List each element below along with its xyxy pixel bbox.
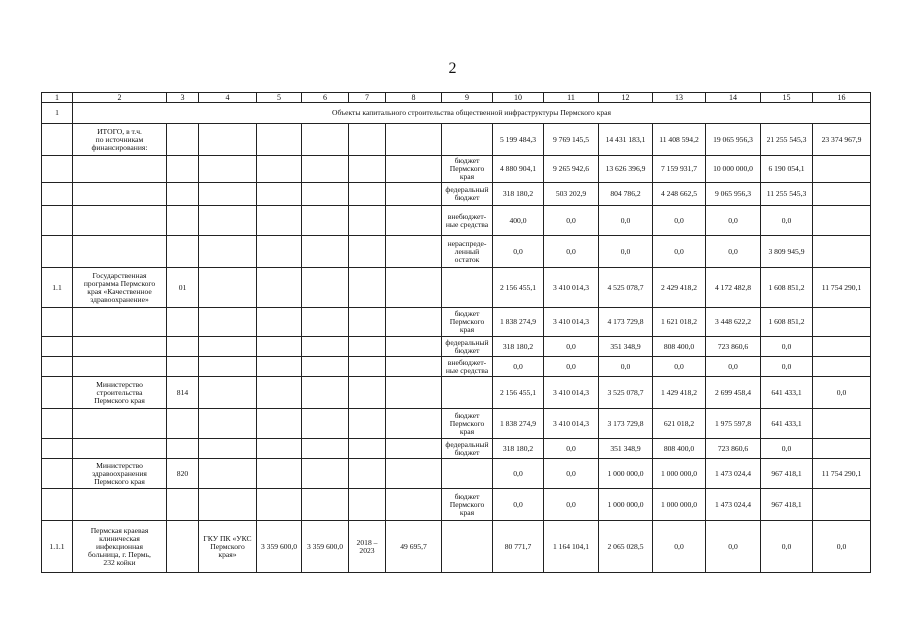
year-value-cell: 2 065 028,5	[599, 521, 653, 573]
item-name-cell	[73, 439, 167, 459]
item-name-cell: Министерство здравоохранения Пермского края	[73, 459, 167, 489]
year-value-cell: 21 255 545,3	[761, 124, 813, 156]
estimated-cost-cell	[257, 409, 302, 439]
estimated-cost-cell	[257, 268, 302, 308]
period-cell	[349, 206, 386, 236]
item-name-cell	[73, 337, 167, 357]
page-number: 2	[448, 60, 457, 77]
column-number-cell: 8	[386, 93, 442, 103]
year-value-cell: 80 771,7	[493, 521, 544, 573]
period-cell	[349, 156, 386, 183]
table-row	[42, 409, 871, 439]
remaining-cost-cell	[302, 124, 349, 156]
year-value-cell: 4 880 904,1	[493, 156, 544, 183]
funding-source-cell: внебюджет- ные средства	[442, 357, 493, 377]
year-value-cell: 0,0	[544, 489, 599, 521]
column-number-cell: 12	[599, 93, 653, 103]
capacity-cell	[386, 183, 442, 206]
column-number-cell: 3	[167, 93, 199, 103]
capacity-cell	[386, 439, 442, 459]
period-cell	[349, 124, 386, 156]
column-number-cell: 9	[442, 93, 493, 103]
year-value-cell: 1 975 597,8	[706, 409, 761, 439]
year-value-cell: 3 448 622,2	[706, 308, 761, 337]
year-value-cell: 318 180,2	[493, 439, 544, 459]
year-value-cell: 0,0	[493, 236, 544, 268]
customer-cell	[199, 268, 257, 308]
customer-cell	[199, 337, 257, 357]
table-row	[42, 183, 871, 206]
customer-cell	[199, 308, 257, 337]
year-value-cell: 0,0	[599, 206, 653, 236]
year-value-cell: 0,0	[599, 357, 653, 377]
period-cell	[349, 308, 386, 337]
row-number-cell	[42, 236, 73, 268]
year-value-cell: 23 374 967,9	[813, 124, 871, 156]
capacity-cell	[386, 268, 442, 308]
year-value-cell: 0,0	[653, 521, 706, 573]
code-cell	[167, 236, 199, 268]
code-cell	[167, 183, 199, 206]
funding-source-cell: федеральный бюджет	[442, 337, 493, 357]
year-value-cell: 0,0	[653, 236, 706, 268]
year-value-cell: 0,0	[544, 459, 599, 489]
year-value-cell: 1 000 000,0	[599, 459, 653, 489]
section-row	[42, 103, 871, 124]
year-value-cell: 11 754 290,1	[813, 268, 871, 308]
year-value-cell: 0,0	[706, 521, 761, 573]
row-number-cell	[42, 459, 73, 489]
column-number-cell: 15	[761, 93, 813, 103]
capacity-cell	[386, 124, 442, 156]
year-value-cell: 503 202,9	[544, 183, 599, 206]
year-value-cell: 0,0	[544, 236, 599, 268]
column-number-cell: 5	[257, 93, 302, 103]
item-name-cell	[73, 183, 167, 206]
section-number: 1	[42, 103, 73, 124]
year-value-cell	[813, 439, 871, 459]
customer-cell	[199, 459, 257, 489]
column-number-row	[42, 93, 871, 103]
funding-source-cell	[442, 459, 493, 489]
remaining-cost-cell	[302, 377, 349, 409]
customer-cell	[199, 206, 257, 236]
year-value-cell: 0,0	[544, 357, 599, 377]
funding-source-cell: федеральный бюджет	[442, 183, 493, 206]
funding-source-cell	[442, 124, 493, 156]
year-value-cell: 0,0	[706, 357, 761, 377]
column-number-cell: 16	[813, 93, 871, 103]
item-name-cell	[73, 409, 167, 439]
year-value-cell: 808 400,0	[653, 439, 706, 459]
year-value-cell	[813, 308, 871, 337]
capacity-cell	[386, 236, 442, 268]
table-row	[42, 308, 871, 337]
code-cell	[167, 337, 199, 357]
year-value-cell: 0,0	[761, 337, 813, 357]
table-row	[42, 268, 871, 308]
column-number-cell: 13	[653, 93, 706, 103]
customer-cell	[199, 409, 257, 439]
period-cell: 2018 – 2023	[349, 521, 386, 573]
year-value-cell: 4 172 482,8	[706, 268, 761, 308]
year-value-cell: 6 190 054,1	[761, 156, 813, 183]
year-value-cell: 1 164 104,1	[544, 521, 599, 573]
item-name-cell	[73, 357, 167, 377]
year-value-cell: 1 838 274,9	[493, 308, 544, 337]
remaining-cost-cell	[302, 357, 349, 377]
table-row	[42, 377, 871, 409]
year-value-cell: 1 429 418,2	[653, 377, 706, 409]
capacity-cell: 49 695,7	[386, 521, 442, 573]
item-name-cell: Пермская краевая клиническая инфекционная больница, г. Пермь, 232 койки	[73, 521, 167, 573]
code-cell: 820	[167, 459, 199, 489]
item-name-cell	[73, 489, 167, 521]
year-value-cell: 1 838 274,9	[493, 409, 544, 439]
table-row	[42, 357, 871, 377]
code-cell	[167, 357, 199, 377]
table-row	[42, 124, 871, 156]
column-number-cell: 7	[349, 93, 386, 103]
estimated-cost-cell	[257, 124, 302, 156]
code-cell: 01	[167, 268, 199, 308]
year-value-cell: 351 348,9	[599, 439, 653, 459]
row-number-cell: 1.1.1	[42, 521, 73, 573]
customer-cell	[199, 489, 257, 521]
estimated-cost-cell	[257, 489, 302, 521]
year-value-cell: 11 754 290,1	[813, 459, 871, 489]
year-value-cell: 0,0	[493, 489, 544, 521]
remaining-cost-cell	[302, 206, 349, 236]
year-value-cell: 0,0	[706, 206, 761, 236]
row-number-cell	[42, 156, 73, 183]
year-value-cell	[813, 409, 871, 439]
estimated-cost-cell	[257, 183, 302, 206]
funding-source-cell	[442, 377, 493, 409]
year-value-cell: 967 418,1	[761, 489, 813, 521]
year-value-cell: 2 156 455,1	[493, 377, 544, 409]
capacity-cell	[386, 489, 442, 521]
item-name-cell	[73, 308, 167, 337]
year-value-cell: 1 000 000,0	[653, 489, 706, 521]
year-value-cell: 4 525 078,7	[599, 268, 653, 308]
year-value-cell: 4 248 662,5	[653, 183, 706, 206]
item-name-cell	[73, 156, 167, 183]
year-value-cell: 0,0	[761, 357, 813, 377]
year-value-cell: 0,0	[706, 236, 761, 268]
year-value-cell: 11 255 545,3	[761, 183, 813, 206]
period-cell	[349, 357, 386, 377]
code-cell	[167, 206, 199, 236]
year-value-cell: 0,0	[761, 521, 813, 573]
table-row	[42, 236, 871, 268]
year-value-cell: 14 431 183,1	[599, 124, 653, 156]
year-value-cell: 318 180,2	[493, 337, 544, 357]
code-cell	[167, 439, 199, 459]
code-cell	[167, 308, 199, 337]
year-value-cell: 0,0	[493, 459, 544, 489]
estimated-cost-cell	[257, 206, 302, 236]
year-value-cell	[813, 183, 871, 206]
year-value-cell: 1 621 018,2	[653, 308, 706, 337]
row-number-cell	[42, 409, 73, 439]
period-cell	[349, 409, 386, 439]
code-cell	[167, 156, 199, 183]
period-cell	[349, 459, 386, 489]
column-number-cell: 4	[199, 93, 257, 103]
customer-cell	[199, 236, 257, 268]
customer-cell	[199, 124, 257, 156]
funding-source-cell: бюджет Пермского края	[442, 308, 493, 337]
row-number-cell	[42, 206, 73, 236]
year-value-cell: 3 809 945,9	[761, 236, 813, 268]
column-number-cell: 1	[42, 93, 73, 103]
year-value-cell: 11 408 594,2	[653, 124, 706, 156]
table-row	[42, 459, 871, 489]
code-cell	[167, 409, 199, 439]
period-cell	[349, 489, 386, 521]
period-cell	[349, 337, 386, 357]
code-cell: 814	[167, 377, 199, 409]
year-value-cell: 9 265 942,6	[544, 156, 599, 183]
remaining-cost-cell	[302, 236, 349, 268]
year-value-cell	[813, 357, 871, 377]
capacity-cell	[386, 459, 442, 489]
column-number-cell: 6	[302, 93, 349, 103]
row-number-cell	[42, 124, 73, 156]
table-row	[42, 337, 871, 357]
estimated-cost-cell	[257, 357, 302, 377]
finance-table	[41, 92, 871, 573]
year-value-cell: 723 860,6	[706, 439, 761, 459]
remaining-cost-cell	[302, 489, 349, 521]
row-number-cell	[42, 357, 73, 377]
year-value-cell: 351 348,9	[599, 337, 653, 357]
estimated-cost-cell	[257, 337, 302, 357]
year-value-cell: 2 156 455,1	[493, 268, 544, 308]
year-value-cell: 1 473 024,4	[706, 489, 761, 521]
year-value-cell: 3 525 078,7	[599, 377, 653, 409]
year-value-cell	[813, 206, 871, 236]
year-value-cell: 13 626 396,9	[599, 156, 653, 183]
estimated-cost-cell	[257, 377, 302, 409]
year-value-cell: 0,0	[544, 206, 599, 236]
column-number-cell: 10	[493, 93, 544, 103]
year-value-cell: 621 018,2	[653, 409, 706, 439]
year-value-cell: 10 000 000,0	[706, 156, 761, 183]
year-value-cell	[813, 337, 871, 357]
item-name-cell	[73, 236, 167, 268]
year-value-cell: 0,0	[653, 206, 706, 236]
year-value-cell: 3 410 014,3	[544, 377, 599, 409]
estimated-cost-cell: 3 359 600,0	[257, 521, 302, 573]
remaining-cost-cell	[302, 308, 349, 337]
funding-source-cell	[442, 521, 493, 573]
customer-cell	[199, 377, 257, 409]
year-value-cell: 0,0	[761, 206, 813, 236]
capacity-cell	[386, 156, 442, 183]
period-cell	[349, 236, 386, 268]
row-number-cell	[42, 337, 73, 357]
column-number-cell: 14	[706, 93, 761, 103]
year-value-cell: 2 429 418,2	[653, 268, 706, 308]
remaining-cost-cell	[302, 459, 349, 489]
period-cell	[349, 377, 386, 409]
customer-cell: ГКУ ПК «УКС Пермского края»	[199, 521, 257, 573]
funding-source-cell: бюджет Пермского края	[442, 489, 493, 521]
estimated-cost-cell	[257, 459, 302, 489]
customer-cell	[199, 183, 257, 206]
row-number-cell	[42, 377, 73, 409]
year-value-cell	[813, 489, 871, 521]
year-value-cell: 1 608 851,2	[761, 308, 813, 337]
year-value-cell: 1 608 851,2	[761, 268, 813, 308]
year-value-cell: 2 699 458,4	[706, 377, 761, 409]
year-value-cell: 804 786,2	[599, 183, 653, 206]
year-value-cell	[813, 236, 871, 268]
remaining-cost-cell: 3 359 600,0	[302, 521, 349, 573]
year-value-cell: 0,0	[653, 357, 706, 377]
year-value-cell: 1 473 024,4	[706, 459, 761, 489]
row-number-cell	[42, 489, 73, 521]
row-number-cell	[42, 308, 73, 337]
remaining-cost-cell	[302, 183, 349, 206]
customer-cell	[199, 357, 257, 377]
remaining-cost-cell	[302, 439, 349, 459]
capacity-cell	[386, 377, 442, 409]
funding-source-cell: федеральный бюджет	[442, 439, 493, 459]
year-value-cell: 0,0	[493, 357, 544, 377]
year-value-cell: 9 769 145,5	[544, 124, 599, 156]
year-value-cell: 0,0	[599, 236, 653, 268]
year-value-cell	[813, 156, 871, 183]
funding-source-cell: бюджет Пермского края	[442, 156, 493, 183]
year-value-cell: 19 065 956,3	[706, 124, 761, 156]
year-value-cell: 641 433,1	[761, 377, 813, 409]
table-row	[42, 156, 871, 183]
capacity-cell	[386, 357, 442, 377]
year-value-cell: 641 433,1	[761, 409, 813, 439]
section-title: Объекты капитального строительства общественной инфраструктуры Пермского края	[73, 103, 871, 124]
period-cell	[349, 439, 386, 459]
year-value-cell: 3 410 014,3	[544, 268, 599, 308]
capacity-cell	[386, 337, 442, 357]
year-value-cell: 1 000 000,0	[599, 489, 653, 521]
capacity-cell	[386, 206, 442, 236]
year-value-cell: 3 173 729,8	[599, 409, 653, 439]
column-number-cell: 11	[544, 93, 599, 103]
item-name-cell: Министерство строительства Пермского края	[73, 377, 167, 409]
funding-source-cell: нераспреде- ленный остаток	[442, 236, 493, 268]
year-value-cell: 967 418,1	[761, 459, 813, 489]
year-value-cell: 3 410 014,3	[544, 409, 599, 439]
capacity-cell	[386, 308, 442, 337]
row-number-cell	[42, 439, 73, 459]
year-value-cell: 0,0	[761, 439, 813, 459]
funding-source-cell: внебюджет- ные средства	[442, 206, 493, 236]
funding-source-cell	[442, 268, 493, 308]
year-value-cell: 400,0	[493, 206, 544, 236]
year-value-cell: 7 159 931,7	[653, 156, 706, 183]
remaining-cost-cell	[302, 409, 349, 439]
code-cell	[167, 489, 199, 521]
customer-cell	[199, 156, 257, 183]
year-value-cell: 0,0	[544, 337, 599, 357]
column-number-cell: 2	[73, 93, 167, 103]
table-row	[42, 206, 871, 236]
year-value-cell: 0,0	[544, 439, 599, 459]
estimated-cost-cell	[257, 439, 302, 459]
period-cell	[349, 183, 386, 206]
year-value-cell: 808 400,0	[653, 337, 706, 357]
row-number-cell	[42, 183, 73, 206]
code-cell	[167, 124, 199, 156]
remaining-cost-cell	[302, 337, 349, 357]
customer-cell	[199, 439, 257, 459]
year-value-cell: 5 199 484,3	[493, 124, 544, 156]
year-value-cell: 9 065 956,3	[706, 183, 761, 206]
funding-source-cell: бюджет Пермского края	[442, 409, 493, 439]
code-cell	[167, 521, 199, 573]
year-value-cell: 0,0	[813, 521, 871, 573]
estimated-cost-cell	[257, 156, 302, 183]
remaining-cost-cell	[302, 268, 349, 308]
period-cell	[349, 268, 386, 308]
year-value-cell: 3 410 014,3	[544, 308, 599, 337]
estimated-cost-cell	[257, 308, 302, 337]
item-name-cell	[73, 206, 167, 236]
row-number-cell: 1.1	[42, 268, 73, 308]
table-row	[42, 439, 871, 459]
year-value-cell: 723 860,6	[706, 337, 761, 357]
year-value-cell: 0,0	[813, 377, 871, 409]
year-value-cell: 4 173 729,8	[599, 308, 653, 337]
item-name-cell: Государственная программа Пермского края «Качественное здравоохранение»	[73, 268, 167, 308]
item-name-cell: ИТОГО, в т.ч. по источникам финансирования:	[73, 124, 167, 156]
table-row	[42, 489, 871, 521]
table-row	[42, 521, 871, 573]
capacity-cell	[386, 409, 442, 439]
year-value-cell: 1 000 000,0	[653, 459, 706, 489]
estimated-cost-cell	[257, 236, 302, 268]
remaining-cost-cell	[302, 156, 349, 183]
year-value-cell: 318 180,2	[493, 183, 544, 206]
